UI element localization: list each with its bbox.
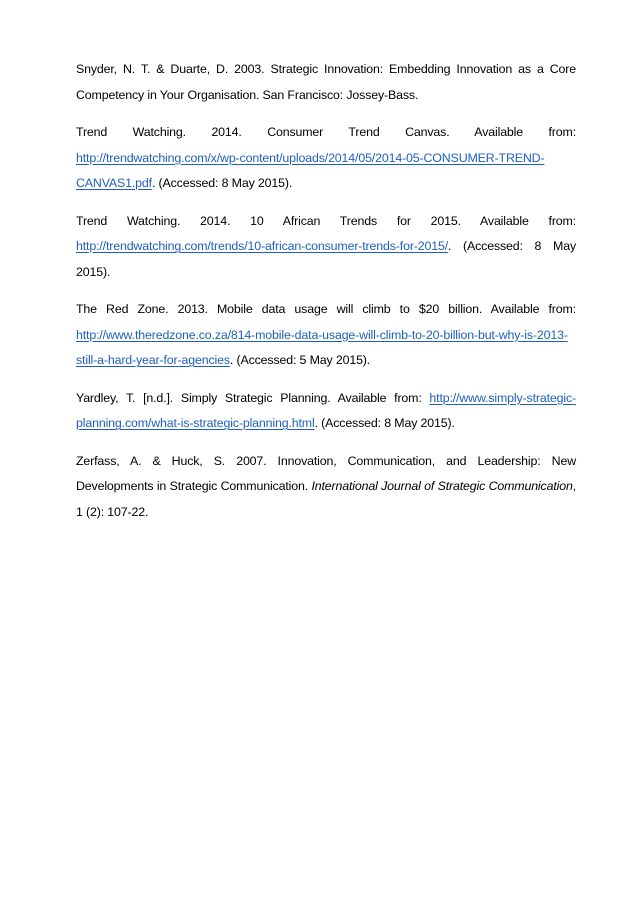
- reference-entry-red-zone: [76, 297, 576, 374]
- reference-text: Trend Watching. 2014. 10 African Trends for 2015. Available from:: [76, 213, 576, 228]
- reference-link[interactable]: http://trendwatching.com/x/wp-content/uploads/2014/05/2014-05-CONSUMER-TREND-CANVAS1.pdf: [76, 150, 545, 190]
- reference-text: Zerfass, A. & Huck, S. 2007. Innovation, Communication, and Leadership: New Developments in Strategic Communication.: [76, 453, 576, 493]
- reference-link[interactable]: http://www.theredzone.co.za/814-mobile-data-usage-will-climb-to-20-billion-but-why-is-2013-still-a-hard-year-for-agencies: [76, 327, 568, 367]
- reference-entry-zerfass: [76, 449, 576, 526]
- reference-accessed: . (Accessed: 5 May 2015).: [229, 353, 371, 367]
- reference-text: Yardley, T. [n.d.]. Simply Strategic Planning. Available from:: [76, 390, 430, 405]
- reference-link[interactable]: http://trendwatching.com/trends/10-african-consumer-trends-for-2015/: [76, 239, 449, 253]
- reference-accessed: . (Accessed: 8 May 2015).: [151, 176, 293, 190]
- reference-entry-snyder: [76, 57, 576, 108]
- reference-entry-trendwatching-african: [76, 209, 576, 286]
- reference-accessed: . (Accessed: 8 May 2015).: [76, 239, 576, 279]
- reference-link[interactable]: http://www.simply-strategic-planning.com/what-is-strategic-planning.html: [76, 390, 576, 430]
- reference-text: The Red Zone. 2013. Mobile data usage will climb to $20 billion. Available from:: [76, 302, 576, 316]
- reference-accessed: . (Accessed: 8 May 2015).: [314, 416, 455, 430]
- reference-list: [76, 57, 576, 537]
- reference-volume: , 1 (2): 107-22.: [76, 479, 576, 519]
- reference-entry-trendwatching-canvas: [76, 120, 576, 197]
- reference-text: Trend Watching. 2014. Consumer Trend Canvas. Available from:: [76, 125, 576, 139]
- reference-text: Snyder, N. T. & Duarte, D. 2003. Strategic Innovation: Embedding Innovation as a Core Competency in Your Organisation. San Francisco: Jossey-Bass.: [76, 62, 576, 102]
- reference-entry-yardley: [76, 386, 576, 437]
- journal-title: International Journal of Strategic Communication: [311, 479, 573, 493]
